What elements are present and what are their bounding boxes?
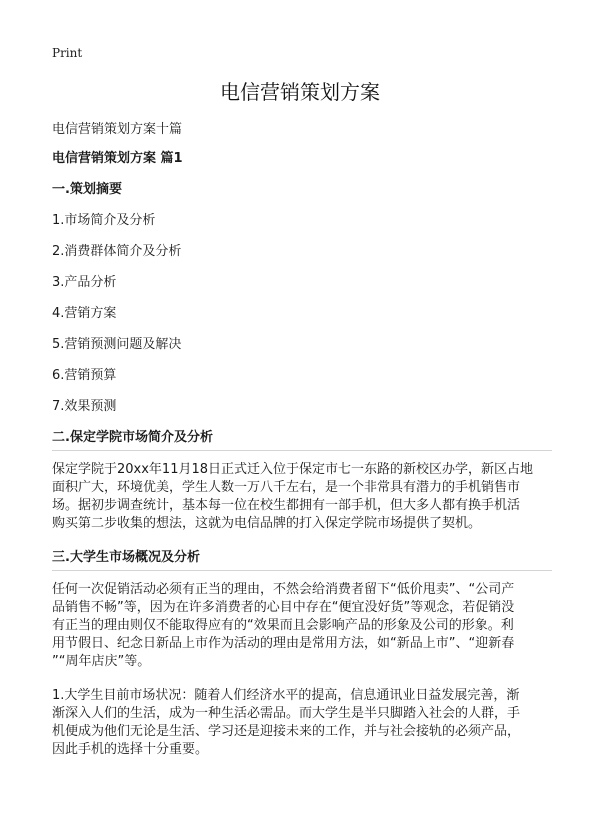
- summary-item: 3.产品分析: [52, 275, 117, 290]
- article-heading: 电信营销策划方案 篇1: [52, 151, 183, 166]
- print-label: Print: [52, 46, 83, 60]
- document-subtitle: 电信营销策划方案十篇: [52, 122, 183, 137]
- summary-item: 4.营销方案: [52, 306, 117, 321]
- summary-item: 2.消费群体简介及分析: [52, 244, 182, 259]
- paragraph-line: 场。据初步调查统计，基本每一位在校生都拥有一部手机，但大多人都有换手机活: [52, 498, 521, 513]
- student-market-paragraph: [52, 687, 552, 759]
- summary-item: 1.市场简介及分析: [52, 213, 156, 228]
- paragraph-line: 购买第二步收集的想法，这就为电信品牌的打入保定学院市场提供了契机。: [52, 516, 482, 531]
- promotion-paragraph: [52, 581, 552, 671]
- paragraph-line: ”“周年店庆”等。: [52, 654, 151, 669]
- section-heading-summary: 一.策划摘要: [52, 182, 122, 197]
- document-content: [52, 150, 552, 759]
- paragraph-line: 有正当的理由则仅不能取得应有的“效果而且会影响产品的形象及公司的形象。利: [52, 618, 514, 633]
- paragraph-line: 因此手机的选择十分重要。: [52, 742, 209, 757]
- paragraph-line: 渐深入人们的生活，成为一种生活必需品。而大学生是半只脚踏入社会的人群，手: [52, 706, 521, 721]
- market-paragraph: [52, 461, 552, 533]
- paragraph-line: 1.大学生目前市场状况：随着人们经济水平的提高，信息通讯业日益发展完善，渐: [52, 688, 520, 703]
- paragraph-line: 品销售不畅”等，因为在许多消费者的心目中存在“便宜没好货”等观念，若促销没: [52, 600, 515, 615]
- section-heading-student-market: 三.大学生市场概况及分析: [52, 549, 552, 571]
- section-heading-market: 二.保定学院市场简介及分析: [52, 429, 552, 451]
- summary-item: 6.营销预算: [52, 368, 117, 383]
- paragraph-line: 任何一次促销活动必须有正当的理由，不然会给消费者留下“低价甩卖”、“公司产: [52, 582, 515, 597]
- summary-item: 5.营销预测问题及解决: [52, 337, 182, 352]
- paragraph-line: 面积广大，环境优美，学生人数一万八千左右，是一个非常具有潜力的手机销售市: [52, 480, 521, 495]
- summary-item: 7.效果预测: [52, 399, 117, 414]
- paragraph-line: 保定学院于20xx年11月18日正式迁入位于保定市七一东路的新校区办学，新区占地: [52, 462, 534, 477]
- document-title: 电信营销策划方案: [220, 80, 380, 104]
- paragraph-line: 机便成为他们无论是生活、学习还是迎接未来的工作，并与社会接轨的必须产品，: [52, 724, 521, 739]
- paragraph-line: 用节假日、纪念日新品上市作为活动的理由是常用方法，如“新品上市”、“迎新春: [52, 636, 515, 651]
